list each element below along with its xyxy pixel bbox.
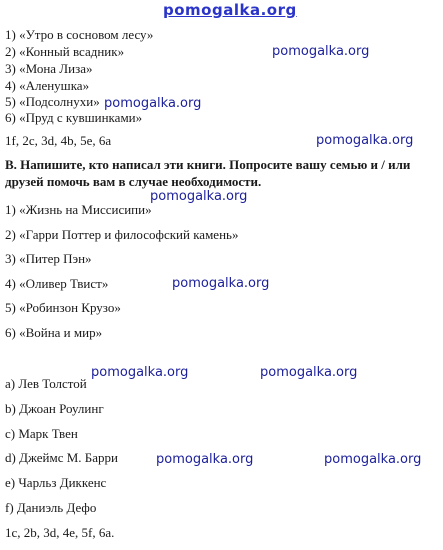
answer-b: 1c, 2b, 3d, 4e, 5f, 6a. (5, 525, 115, 540)
painting-item-3: 3) «Мона Лиза» (5, 61, 93, 76)
painting-item-5: 5) «Подсолнухи» (5, 94, 100, 109)
painting-item-1: 1) «Утро в сосновом лесу» (5, 27, 154, 42)
book-item-6: 6) «Война и мир» (5, 325, 103, 340)
book-item-3: 3) «Питер Пэн» (5, 251, 92, 266)
author-item-e: e) Чарльз Диккенс (5, 475, 107, 490)
watermark: pomogalka.org (104, 96, 202, 111)
task-b-heading-line-1: B. Напишите, кто написал эти книги. Попросите вашу семью и / или (5, 157, 411, 172)
author-item-c: c) Марк Твен (5, 426, 78, 441)
painting-item-2: 2) «Конный всадник» (5, 44, 125, 59)
watermark-top-link[interactable]: pomogalka.org (163, 1, 297, 19)
watermark: pomogalka.org (324, 452, 422, 467)
watermark: pomogalka.org (156, 452, 254, 467)
book-item-1: 1) «Жизнь на Миссисипи» (5, 202, 152, 217)
author-item-f: f) Даниэль Дефо (5, 500, 97, 515)
watermark: pomogalka.org (150, 189, 248, 204)
book-item-2: 2) «Гарри Поттер и философский камень» (5, 227, 239, 242)
painting-item-6: 6) «Пруд с кувшинками» (5, 110, 143, 125)
painting-item-4: 4) «Аленушка» (5, 78, 90, 93)
watermark: pomogalka.org (172, 276, 270, 291)
watermark: pomogalka.org (316, 133, 414, 148)
author-item-a: a) Лев Толстой (5, 376, 87, 391)
answer-a: 1f, 2c, 3d, 4b, 5e, 6a (5, 133, 112, 148)
author-item-d: d) Джеймс М. Барри (5, 450, 118, 465)
watermark: pomogalka.org (91, 365, 189, 380)
author-item-b: b) Джоан Роулинг (5, 401, 104, 416)
watermark: pomogalka.org (272, 44, 370, 59)
book-item-4: 4) «Оливер Твист» (5, 276, 109, 291)
task-b-heading-line-2: друзей помочь вам в случае необходимости. (5, 174, 262, 189)
watermark: pomogalka.org (260, 365, 358, 380)
book-item-5: 5) «Робинзон Крузо» (5, 300, 121, 315)
